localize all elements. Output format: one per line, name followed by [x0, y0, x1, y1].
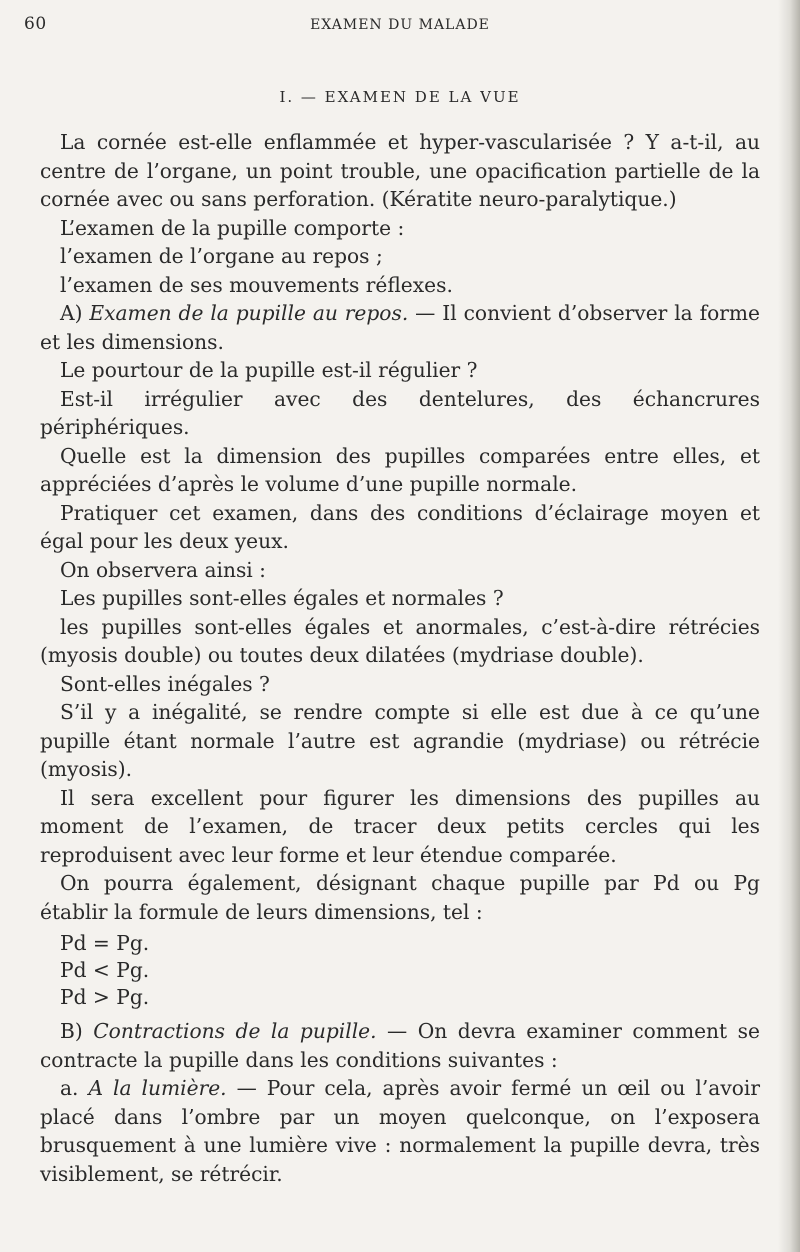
section-b-text: — On devra examiner comment se contracte la pupille dans les conditions suivantes : — [40, 1019, 760, 1072]
page-header — [0, 0, 800, 60]
paragraph-contour-irregular: Est-il irrégulier avec des dentelures, des échancrures périphériques. — [40, 386, 760, 439]
paragraph-unequal: Sont-elles inégales ? — [60, 671, 270, 696]
section-b-label: B) — [60, 1019, 83, 1043]
item-a-label: a. — [60, 1076, 79, 1100]
formula-list — [40, 930, 760, 1011]
paragraph-equal-abnormal: les pupilles sont-elles égales et anormales, c’est-à-dire rétrécies (myosis double) ou toutes deux dilatées (mydriase double). — [40, 614, 760, 667]
formula-less: Pd < Pg. — [60, 958, 150, 982]
formula-equal: Pd = Pg. — [60, 931, 150, 955]
body-text — [40, 128, 760, 1188]
paragraph-section-a — [40, 299, 760, 356]
paragraph-equal-normal: Les pupilles sont-elles égales et normales ? — [60, 586, 504, 610]
section-a-label: A) — [60, 301, 83, 325]
section-a-text: — Il convient d’observer la forme et les dimensions. — [40, 301, 760, 354]
paragraph-light — [40, 1074, 760, 1188]
paragraph-reflex-movements: l’examen de ses mouvements réflexes. — [60, 272, 453, 297]
paragraph-formula-intro: On pourra également, désignant chaque pupille par Pd ou Pg établir la formule de leurs dimensions, tel : — [40, 871, 760, 924]
paragraph-pupil-exam-intro: L’examen de la pupille comporte : — [60, 215, 405, 240]
paragraph-dimension: Quelle est la dimension des pupilles comparées entre elles, et appréciées d’après le volume d’une pupille normale. — [40, 443, 760, 496]
paragraph-practice: Pratiquer cet examen, dans des conditions d’éclairage moyen et égal pour les deux yeux. — [40, 500, 760, 553]
paragraph-observe: On observera ainsi : — [60, 557, 266, 582]
paragraph-contour-regular: Le pourtour de la pupille est-il régulier ? — [60, 358, 478, 382]
paragraph-organ-at-rest: l’examen de l’organe au repos ; — [60, 244, 383, 268]
paragraph-inequality: S’il y a inégalité, se rendre compte si elle est due à ce qu’une pupille étant normale l’autre est agrandie (mydriase) ou rétrécie (myosis). — [40, 700, 760, 781]
formula-greater: Pd > Pg. — [60, 985, 150, 1009]
paragraph-cornea: La cornée est-elle enflammée et hyper-vascularisée ? Y a-t-il, au centre de l’organe, un point trouble, une opacification partielle de la cornée avec ou sans perforation. (Kératite neuro-paralytique.) — [40, 130, 760, 211]
section-b-title: Contractions de la pupille. — [93, 1019, 377, 1043]
paragraph-draw-circles: Il sera excellent pour figurer les dimensions des pupilles au moment de l’examen, de tracer deux petits cercles qui les reproduisent avec leur forme et leur étendue comparée. — [40, 785, 760, 867]
page-number: 60 — [24, 14, 47, 34]
paragraph-section-b — [40, 1017, 760, 1074]
item-a-text: — Pour cela, après avoir fermé un œil ou l’avoir placé dans l’ombre par un moyen quelconque, on l’exposera brusquement à une lumière vive : normalement la pupille devra, très visiblement, se rétrécir. — [40, 1076, 760, 1186]
section-title: I. — EXAMEN DE LA VUE — [279, 88, 521, 106]
running-head: EXAMEN DU MALADE — [310, 17, 490, 33]
item-a-title: A la lumière. — [88, 1076, 227, 1100]
section-a-title: Examen de la pupille au repos. — [89, 301, 409, 325]
page-edge-shadow — [778, 0, 800, 1252]
